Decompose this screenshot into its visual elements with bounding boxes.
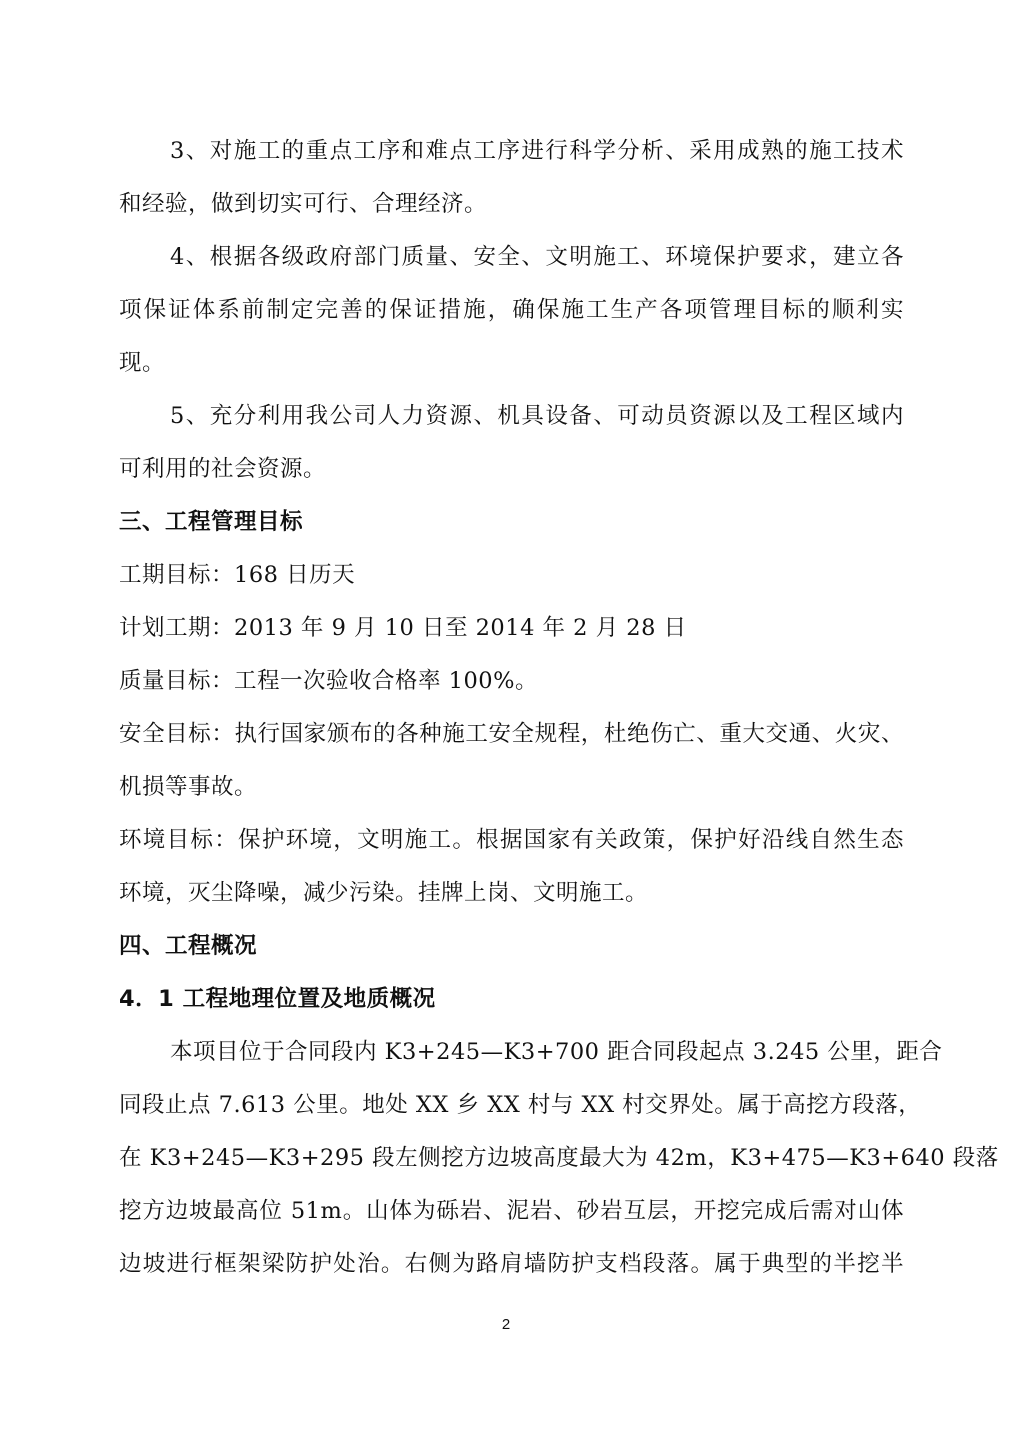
section-heading: 三、工程管理目标 (119, 509, 304, 535)
paragraph-line: 挖方边坡最高位 51m。山体为砾岩、泥岩、砂岩互层，开挖完成后需对山体 (119, 1198, 904, 1224)
paragraph-line: 边坡进行框架梁防护处治。右侧为路肩墙防护支档段落。属于典型的半挖半 (119, 1251, 904, 1277)
goal-line: 环境，灭尘降噪，减少污染。挂牌上岗、文明施工。 (119, 880, 649, 906)
paragraph-line: 项保证体系前制定完善的保证措施，确保施工生产各项管理目标的顺利实 (119, 297, 904, 323)
section-heading: 四、工程概况 (119, 933, 258, 959)
goal-line: 质量目标：工程一次验收合格率 100%。 (119, 668, 538, 694)
paragraph-line: 可利用的社会资源。 (119, 456, 327, 482)
goal-line: 机损等事故。 (119, 774, 258, 800)
goal-line: 计划工期：2013 年 9 月 10 日至 2014 年 2 月 28 日 (119, 615, 687, 641)
subsection-heading: 4．1 工程地理位置及地质概况 (119, 986, 436, 1012)
paragraph-line: 同段止点 7.613 公里。地处 XX 乡 XX 村与 XX 村交界处。属于高挖方段落， (119, 1092, 922, 1118)
goal-line: 工期目标：168 日历天 (119, 562, 356, 588)
paragraph-line: 在 K3+245—K3+295 段左侧挖方边坡高度最大为 42m，K3+475—K3+640 段落 (119, 1145, 999, 1171)
paragraph-line: 5、充分利用我公司人力资源、机具设备、可动员资源以及工程区域内 (170, 403, 904, 429)
paragraph-line: 和经验，做到切实可行、合理经济。 (119, 191, 488, 217)
paragraph-line: 本项目位于合同段内 K3+245—K3+700 距合同段起点 3.245 公里，距合 (170, 1039, 943, 1065)
goal-line: 环境目标：保护环境，文明施工。根据国家有关政策，保护好沿线自然生态 (119, 827, 904, 853)
paragraph-line: 现。 (119, 350, 166, 376)
goal-line: 安全目标：执行国家颁布的各种施工安全规程，杜绝伤亡、重大交通、火灾、 (119, 721, 904, 747)
paragraph-line: 3、对施工的重点工序和难点工序进行科学分析、采用成熟的施工技术 (170, 138, 904, 164)
page-number: 2 (501, 1316, 511, 1333)
paragraph-line: 4、根据各级政府部门质量、安全、文明施工、环境保护要求，建立各 (170, 244, 904, 270)
